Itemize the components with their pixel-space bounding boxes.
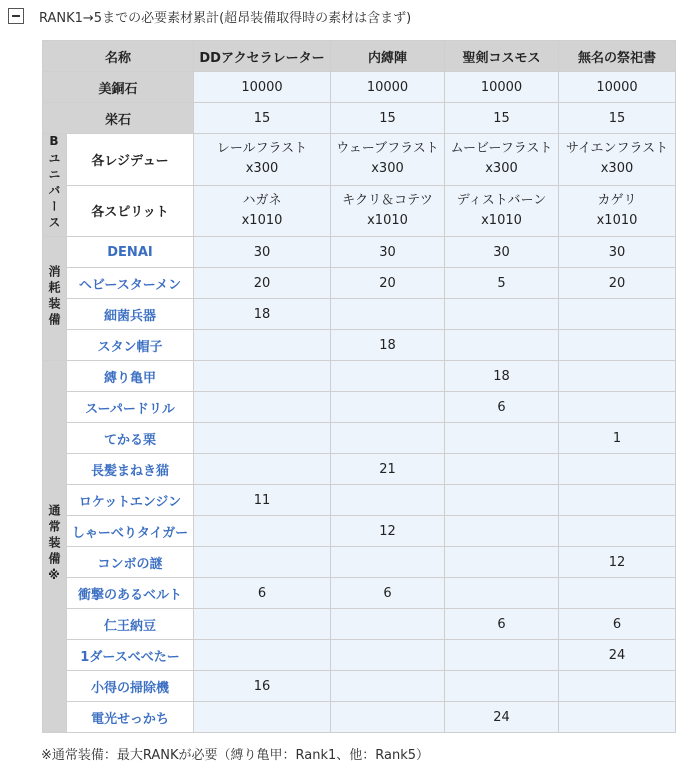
table-cell: レールフラスト x300 bbox=[194, 134, 331, 186]
table-cell bbox=[331, 640, 445, 671]
table-cell bbox=[445, 454, 559, 485]
table-cell: 15 bbox=[194, 103, 331, 134]
table-cell: 30 bbox=[559, 237, 676, 268]
table-cell bbox=[331, 547, 445, 578]
group-header-normal-equipment: 通常装備※ bbox=[43, 361, 67, 733]
table-row bbox=[43, 268, 676, 299]
table-row bbox=[43, 392, 676, 423]
table-cell bbox=[559, 578, 676, 609]
table-cell: 12 bbox=[331, 516, 445, 547]
table-cell bbox=[559, 361, 676, 392]
item-link-shogeki-belt[interactable]: 衝撃のあるベルト bbox=[67, 578, 194, 609]
table-cell bbox=[445, 299, 559, 330]
item-link-nio-natto[interactable]: 仁王納豆 bbox=[67, 609, 194, 640]
table-cell bbox=[445, 578, 559, 609]
item-link-bacteria-weapon[interactable]: 細菌兵器 bbox=[67, 299, 194, 330]
table-row bbox=[43, 609, 676, 640]
table-row bbox=[43, 702, 676, 733]
table-cell: ハガネ x1010 bbox=[194, 185, 331, 237]
col-header-name: 名称 bbox=[43, 41, 194, 72]
footnote: ※通常装備：最大RANKが必要（縛り亀甲：Rank1、他：Rank5） bbox=[41, 748, 430, 763]
group-header-b-universe: Bユニバース bbox=[43, 134, 67, 237]
table-cell bbox=[194, 423, 331, 454]
row-header-eiseki: 栄石 bbox=[43, 103, 194, 134]
table-cell: 20 bbox=[194, 268, 331, 299]
table-row bbox=[43, 547, 676, 578]
table-cell: 18 bbox=[445, 361, 559, 392]
table-cell: 6 bbox=[559, 609, 676, 640]
table-cell bbox=[331, 299, 445, 330]
table-cell bbox=[194, 609, 331, 640]
row-header-bidoseki: 美銅石 bbox=[43, 72, 194, 103]
item-link-chohatsu-maneki-neko[interactable]: 長髪まねき猫 bbox=[67, 454, 194, 485]
item-link-shaberi-tiger[interactable]: しゃーべりタイガー bbox=[67, 516, 194, 547]
table-cell bbox=[331, 609, 445, 640]
table-cell: 6 bbox=[331, 578, 445, 609]
table-cell: カゲリ x1010 bbox=[559, 185, 676, 237]
table-cell: 24 bbox=[445, 702, 559, 733]
table-cell bbox=[331, 702, 445, 733]
table-row bbox=[43, 516, 676, 547]
row-header-residue: 各レジデュー bbox=[67, 134, 194, 186]
table-cell: 18 bbox=[194, 299, 331, 330]
group-header-consumable: 消耗装備 bbox=[43, 237, 67, 361]
table-cell: 15 bbox=[445, 103, 559, 134]
item-link-denko-sekkachi[interactable]: 電光せっかち bbox=[67, 702, 194, 733]
table-row bbox=[43, 134, 676, 186]
table-cell bbox=[445, 516, 559, 547]
table-row bbox=[43, 485, 676, 516]
table-cell bbox=[194, 330, 331, 361]
table-cell: 30 bbox=[445, 237, 559, 268]
table-cell bbox=[559, 671, 676, 702]
table-row bbox=[43, 237, 676, 268]
item-link-stun-hat[interactable]: スタン帽子 bbox=[67, 330, 194, 361]
row-header-spirit: 各スピリット bbox=[67, 185, 194, 237]
table-cell bbox=[559, 392, 676, 423]
table-cell: 10000 bbox=[331, 72, 445, 103]
item-link-1-dozen-bebeta[interactable]: 1ダースべべたー bbox=[67, 640, 194, 671]
table-cell: ディストバーン x1010 bbox=[445, 185, 559, 237]
table-cell bbox=[559, 299, 676, 330]
table-cell: 10000 bbox=[445, 72, 559, 103]
table-cell bbox=[331, 361, 445, 392]
table-cell: 21 bbox=[331, 454, 445, 485]
table-cell: 24 bbox=[559, 640, 676, 671]
table-cell: 12 bbox=[559, 547, 676, 578]
table-row bbox=[43, 578, 676, 609]
table-cell: 20 bbox=[331, 268, 445, 299]
table-row bbox=[43, 185, 676, 237]
table-row bbox=[43, 423, 676, 454]
table-cell bbox=[331, 392, 445, 423]
table-cell bbox=[445, 423, 559, 454]
table-cell: 30 bbox=[331, 237, 445, 268]
table-cell: 6 bbox=[194, 578, 331, 609]
table-cell bbox=[331, 423, 445, 454]
table-cell bbox=[445, 330, 559, 361]
table-cell: 15 bbox=[559, 103, 676, 134]
table-row bbox=[43, 103, 676, 134]
item-link-rocket-engine[interactable]: ロケットエンジン bbox=[67, 485, 194, 516]
table-row bbox=[43, 330, 676, 361]
col-header-seiken-cosmos: 聖剣コスモス bbox=[445, 41, 559, 72]
table-cell bbox=[559, 485, 676, 516]
table-cell: 10000 bbox=[194, 72, 331, 103]
materials-table bbox=[42, 40, 676, 733]
item-link-shibari-kikko[interactable]: 縛り亀甲 bbox=[67, 361, 194, 392]
table-cell bbox=[194, 361, 331, 392]
table-cell: 1 bbox=[559, 423, 676, 454]
table-cell bbox=[445, 485, 559, 516]
table-cell bbox=[194, 454, 331, 485]
col-header-mumei-saishisho: 無名の祭祀書 bbox=[559, 41, 676, 72]
table-cell bbox=[559, 516, 676, 547]
table-cell bbox=[194, 547, 331, 578]
item-link-tekaru-kuri[interactable]: てかる栗 bbox=[67, 423, 194, 454]
table-cell bbox=[445, 671, 559, 702]
table-cell: 15 bbox=[331, 103, 445, 134]
item-link-combo-no-nazo[interactable]: コンボの謎 bbox=[67, 547, 194, 578]
table-cell: サイエンフラスト x300 bbox=[559, 134, 676, 186]
item-link-heavy-starmen[interactable]: ヘビースターメン bbox=[67, 268, 194, 299]
item-link-denai[interactable]: DENAI bbox=[67, 237, 194, 268]
table-cell bbox=[194, 702, 331, 733]
table-cell bbox=[331, 485, 445, 516]
minus-icon bbox=[12, 15, 20, 17]
table-cell: 11 bbox=[194, 485, 331, 516]
table-row bbox=[43, 72, 676, 103]
table-row bbox=[43, 299, 676, 330]
table-row bbox=[43, 361, 676, 392]
section-header bbox=[8, 6, 411, 26]
table-cell bbox=[559, 454, 676, 485]
table-cell: 30 bbox=[194, 237, 331, 268]
table-cell: 6 bbox=[445, 392, 559, 423]
col-header-naibakujin: 内縛陣 bbox=[331, 41, 445, 72]
table-cell bbox=[559, 702, 676, 733]
table-cell bbox=[445, 640, 559, 671]
table-cell: 20 bbox=[559, 268, 676, 299]
col-header-dd-accelerator: DDアクセラレーター bbox=[194, 41, 331, 72]
section-title: RANK1→5までの必要素材累計(超昂装備取得時の素材は含まず) bbox=[39, 10, 412, 26]
table-row bbox=[43, 454, 676, 485]
table-cell bbox=[194, 640, 331, 671]
table-cell bbox=[194, 516, 331, 547]
table-cell bbox=[194, 392, 331, 423]
table-cell: 10000 bbox=[559, 72, 676, 103]
table-cell bbox=[445, 547, 559, 578]
table-cell: ムービーフラスト x300 bbox=[445, 134, 559, 186]
table-row bbox=[43, 671, 676, 702]
item-link-super-drill[interactable]: スーパードリル bbox=[67, 392, 194, 423]
table-cell: 5 bbox=[445, 268, 559, 299]
table-row bbox=[43, 640, 676, 671]
table-cell: 16 bbox=[194, 671, 331, 702]
collapse-toggle-button[interactable] bbox=[8, 8, 24, 24]
table-cell bbox=[559, 330, 676, 361]
table-header-row bbox=[43, 41, 676, 72]
item-link-koetoku-cleaner[interactable]: 小得の掃除機 bbox=[67, 671, 194, 702]
table-cell: ウェーブフラスト x300 bbox=[331, 134, 445, 186]
table-cell: 18 bbox=[331, 330, 445, 361]
table-cell: 6 bbox=[445, 609, 559, 640]
table-cell: キクリ＆コテツ x1010 bbox=[331, 185, 445, 237]
table-cell bbox=[331, 671, 445, 702]
